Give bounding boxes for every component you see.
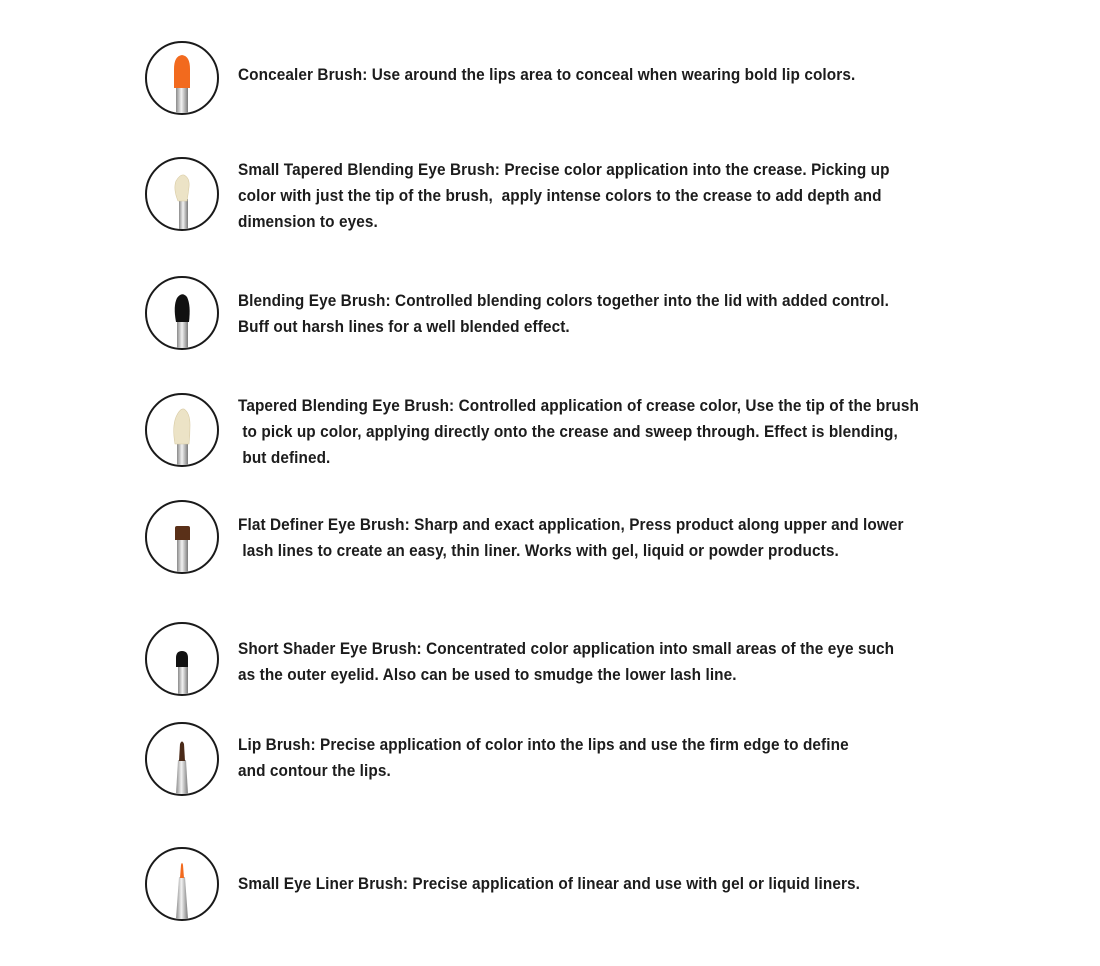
small-tapered-blending-brush-icon bbox=[145, 157, 219, 231]
brush-tip bbox=[175, 526, 190, 540]
brush-description-line: Tapered Blending Eye Brush: Controlled application of crease color, Use the tip of the brush bbox=[238, 397, 920, 415]
tapered-blending-brush-icon bbox=[145, 393, 219, 467]
short-shader-brush-icon bbox=[145, 622, 219, 696]
brush-description-line: Small Eye Liner Brush: Precise application of linear and use with gel or liquid liners. bbox=[238, 875, 861, 893]
brush-description-line: lash lines to create an easy, thin liner. Works with gel, liquid or powder products. bbox=[238, 542, 839, 560]
lip-brush-icon bbox=[145, 722, 219, 796]
brush-description-line: but defined. bbox=[238, 449, 331, 467]
brush-description-line: Short Shader Eye Brush: Concentrated color application into small areas of the eye such bbox=[238, 640, 895, 658]
brush-tip bbox=[174, 409, 190, 444]
brush-description-line: Flat Definer Eye Brush: Sharp and exact application, Press product along upper and lower bbox=[238, 516, 904, 534]
brush-description-line: as the outer eyelid. Also can be used to smudge the lower lash line. bbox=[238, 666, 737, 684]
blending-eye-brush-icon bbox=[145, 276, 219, 350]
brush-description-line: Concealer Brush: Use around the lips area to conceal when wearing bold lip colors. bbox=[238, 66, 856, 84]
brush-tip bbox=[175, 294, 190, 322]
brush-description-line: Small Tapered Blending Eye Brush: Precise color application into the crease. Picking up bbox=[238, 161, 890, 179]
brush-tip bbox=[176, 651, 188, 667]
brush-tip bbox=[180, 863, 184, 878]
brush-tip bbox=[174, 55, 190, 88]
brush-description-line: dimension to eyes. bbox=[238, 213, 378, 231]
brush-tip bbox=[179, 742, 185, 762]
brush-description-line: and contour the lips. bbox=[238, 762, 391, 780]
flat-definer-brush-icon bbox=[145, 500, 219, 574]
brush-description-line: to pick up color, applying directly onto the crease and sweep through. Effect is blending, bbox=[238, 423, 898, 441]
brush-description-line: Blending Eye Brush: Controlled blending colors together into the lid with added control. bbox=[238, 292, 889, 310]
brush-description-line: Lip Brush: Precise application of color into the lips and use the firm edge to define bbox=[238, 736, 849, 754]
concealer-brush-icon bbox=[145, 41, 219, 115]
brush-tip bbox=[175, 175, 189, 201]
small-eye-liner-brush-icon bbox=[145, 847, 219, 921]
brush-description-line: color with just the tip of the brush, apply intense colors to the crease to add depth and bbox=[238, 187, 882, 205]
brush-description-line: Buff out harsh lines for a well blended effect. bbox=[238, 318, 570, 336]
